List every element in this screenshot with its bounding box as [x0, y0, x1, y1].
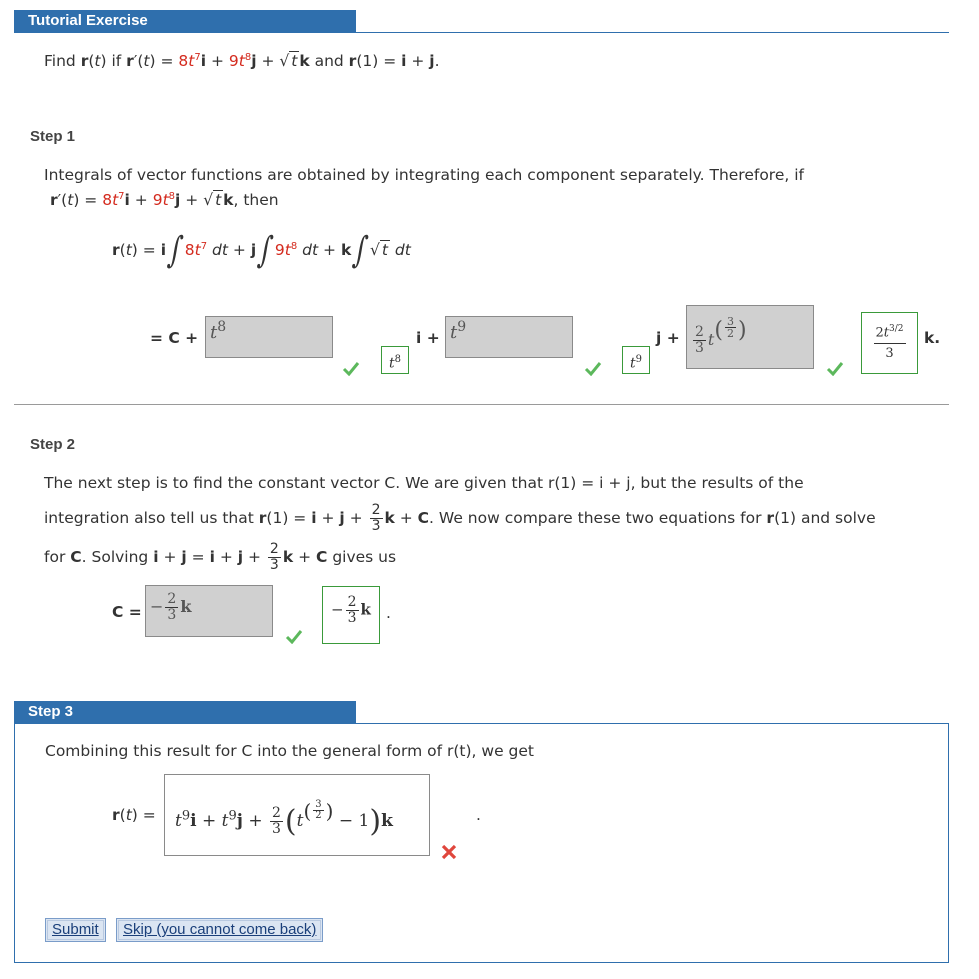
step2-title: Step 2 — [30, 436, 76, 453]
correct-answer-3: $\frac{2t^{3/2}}{3}$ — [861, 312, 918, 374]
problem-statement: Find r(t) if $r'(t) = 8t^7i + 9t^8j$ + √ t k and r(1) = i + j. — [44, 52, 440, 71]
step3-text: Combining this result for C into the general form of r(t), we get — [45, 742, 534, 760]
step1-title: Step 1 — [30, 128, 76, 145]
incorrect-x-icon — [440, 844, 458, 860]
tutorial-header: Tutorial Exercise — [14, 10, 356, 32]
i-label: i + — [416, 329, 440, 347]
check-icon — [342, 360, 360, 376]
check-icon — [584, 360, 602, 376]
step-divider — [14, 404, 949, 405]
answer-box-3[interactable]: $\frac{2}{3}$ t( $\frac{3}{2}$ ) — [686, 305, 814, 369]
k-label: k. — [924, 329, 941, 347]
correct-answer-2: $t^9$ — [622, 346, 650, 374]
check-icon — [826, 360, 844, 376]
step2-text-1: The next step is to find the constant vector C. We are given that r(1) = i + j, but the results of the — [44, 474, 804, 492]
header-rule — [14, 32, 949, 33]
period: . — [386, 604, 391, 622]
final-answer-input[interactable]: $t^9i + t^9j$ + $\frac{2}{3}$ (t( $\frac{3}{2}$ ) − 1)k — [164, 774, 430, 856]
c-plus-label: = C + — [150, 329, 199, 347]
step2-text-3: for C. Solving i + j = i + j + $\frac{2}{3}$ k + C gives us — [44, 541, 397, 573]
r-equals-label: r(t) = — [112, 806, 156, 824]
step3-header: Step 3 — [14, 701, 356, 723]
step1-given: $r'(t) = 8t^7i + 9t^8j$ + √ t k, then — [50, 191, 279, 210]
answer-box-1[interactable]: $t^8$ — [205, 316, 333, 358]
answer-box-c[interactable]: − $\frac{2}{3}$ k — [145, 585, 273, 637]
j-label: j + — [656, 329, 680, 347]
correct-answer-c: − $\frac{2}{3}$ k — [322, 586, 380, 644]
step2-text-2: integration also tell us that r(1) = i + j + $\frac{2}{3}$ k + C. We now compare these two equations for r(1) and solve — [44, 502, 876, 534]
answer-box-2[interactable]: $t^9$ — [445, 316, 573, 358]
check-icon — [285, 628, 303, 644]
period: . — [476, 806, 481, 824]
c-equals-label: C = — [112, 603, 142, 621]
correct-answer-1: $t^8$ — [381, 346, 409, 374]
step1-intro: Integrals of vector functions are obtained by integrating each component separately. Therefore, if — [44, 166, 804, 184]
submit-button[interactable]: Submit — [45, 918, 106, 942]
skip-button[interactable]: Skip (you cannot come back) — [116, 918, 323, 942]
integral-expression: $r(t) = i\int 8t^7$ dt + $j\int 9t^8$ dt + k∫√ t dt — [112, 230, 411, 271]
